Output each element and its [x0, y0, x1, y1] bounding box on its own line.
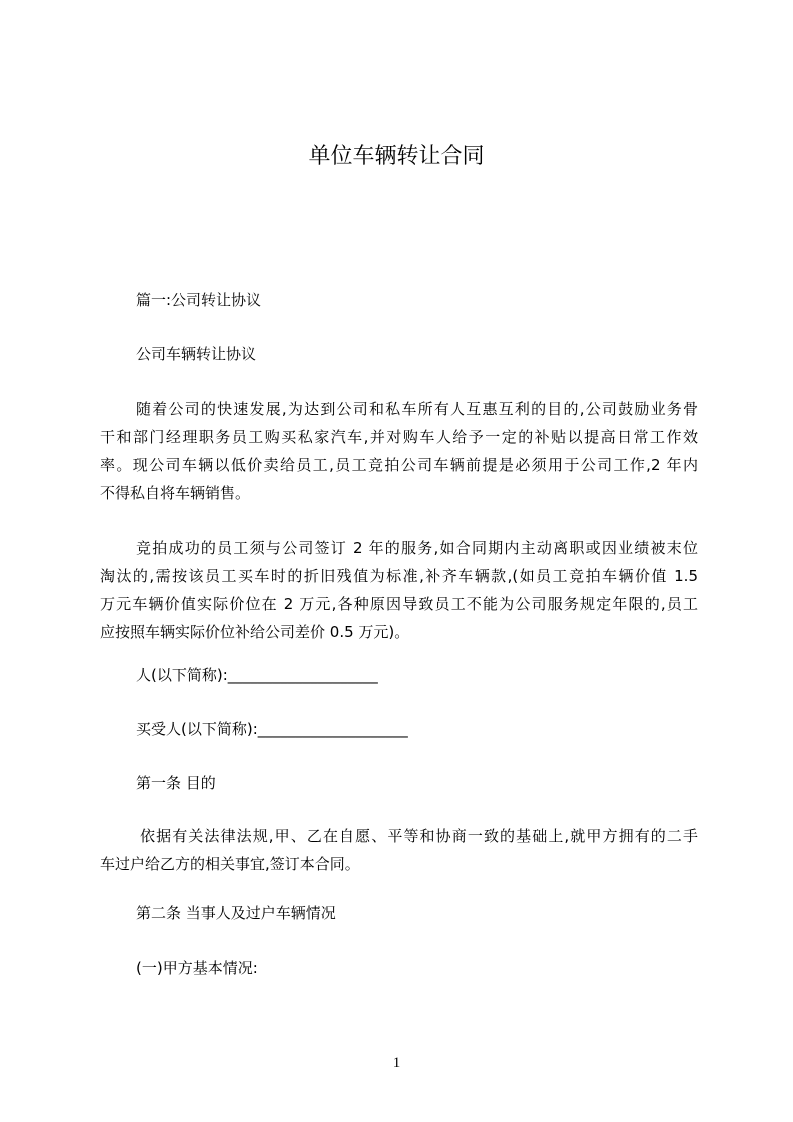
seller-field: 人(以下简称):____________________	[136, 666, 378, 684]
paragraph-1-line: 不得私自将车辆销售。	[100, 484, 251, 502]
paragraph-2-line: 万元车辆价值实际价位在 2 万元,各种原因导致员工不能为公司服务规定年限的,员工	[100, 595, 698, 613]
agreement-subtitle: 公司车辆转让协议	[136, 345, 257, 363]
article-1-line: 车过户给乙方的相关事宜,签订本合同。	[100, 855, 360, 873]
paragraph-1-line: 干和部门经理职务员工购买私家汽车,并对购车人给予一定的补贴以提高日常工作效	[100, 428, 698, 446]
paragraph-1-line: 随着公司的快速发展,为达到公司和私车所有人互惠互利的目的,公司鼓励业务骨	[136, 400, 698, 418]
page-number: 1	[392, 1055, 401, 1071]
section-heading: 篇一:公司转让协议	[136, 291, 262, 309]
buyer-field: 买受人(以下简称):____________________	[136, 720, 408, 738]
article-2-heading: 第二条 当事人及过户车辆情况	[136, 904, 336, 922]
paragraph-2-line: 竞拍成功的员工须与公司签订 2 年的服务,如合同期内主动离职或因业绩被末位	[136, 539, 698, 557]
document-title: 单位车辆转让合同	[308, 144, 485, 169]
party-a-heading: (一)甲方基本情况:	[136, 959, 258, 977]
paragraph-2-line: 应按照车辆实际价位补给公司差价 0.5 万元)。	[100, 623, 410, 641]
article-1-line: 依据有关法律法规,甲、乙在自愿、平等和协商一致的基础上,就甲方拥有的二手	[140, 827, 698, 845]
paragraph-2-line: 淘汰的,需按该员工买车时的折旧残值为标准,补齐车辆款,(如员工竞拍车辆价值 1.5	[100, 567, 698, 585]
article-1-heading: 第一条 目的	[136, 774, 216, 792]
paragraph-1-line: 率。现公司车辆以低价卖给员工,员工竞拍公司车辆前提是必须用于公司工作,2 年内	[100, 456, 698, 474]
